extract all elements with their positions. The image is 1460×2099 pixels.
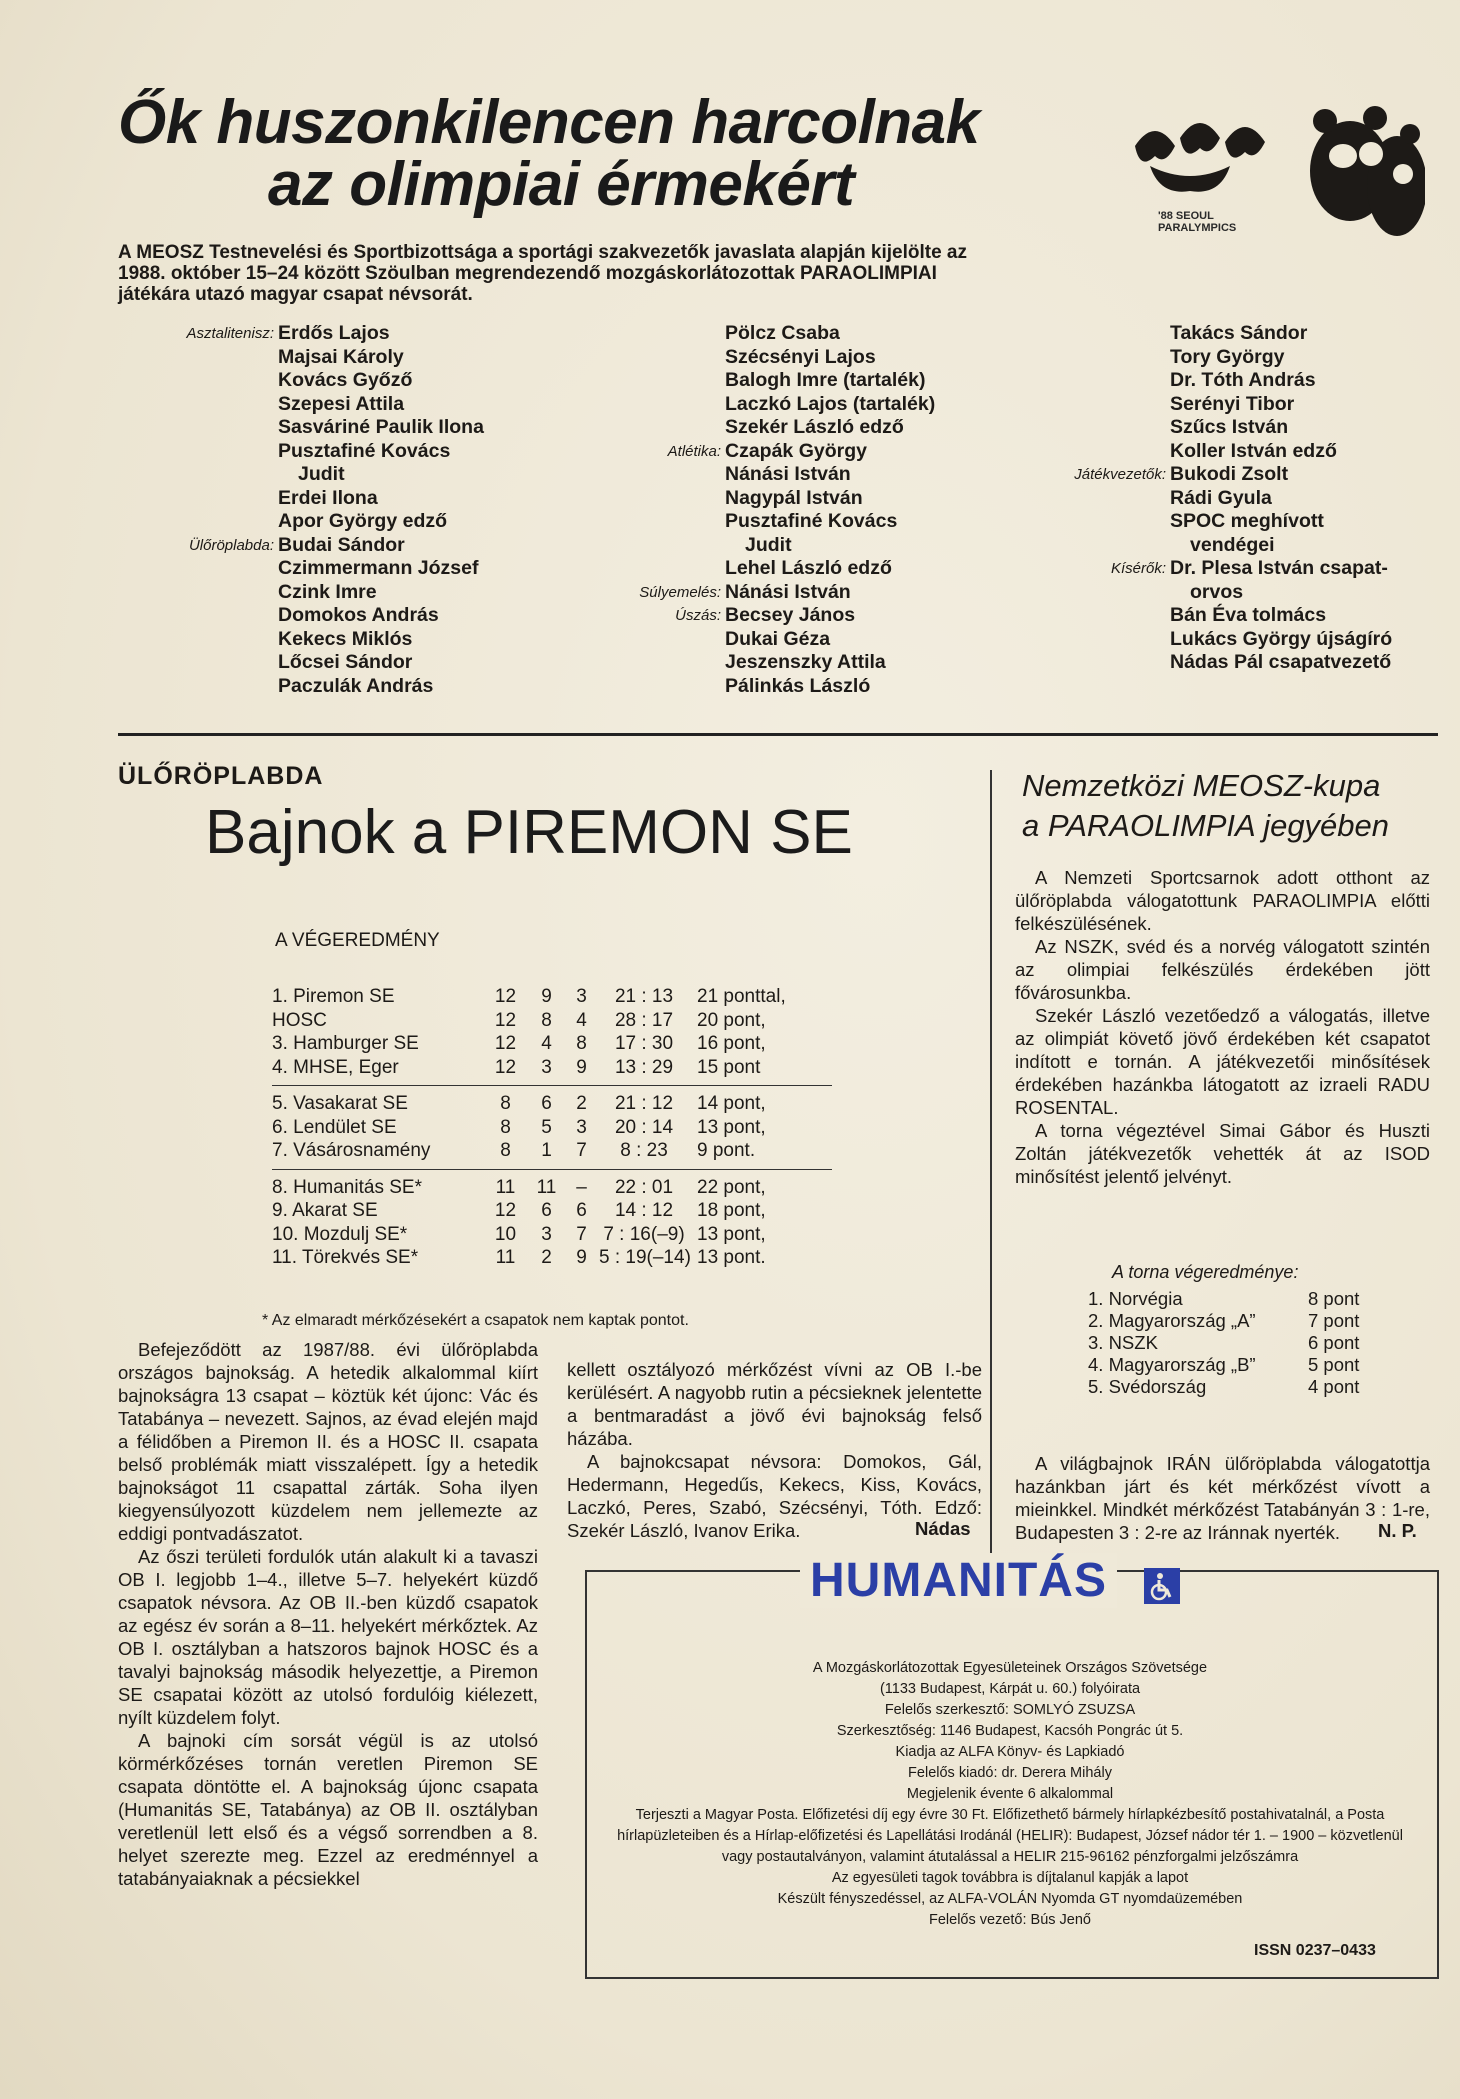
roster-row bbox=[1045, 534, 1392, 558]
standings-row bbox=[272, 1199, 847, 1223]
article-paragraph: Az NSZK, svéd és a norvég válogatott szintén az olimpiai felkészülés érdekében jött fővárosunkba. bbox=[1015, 936, 1430, 1003]
roster-row bbox=[1045, 581, 1392, 605]
standings-cell-team: 5. Vasakarat SE bbox=[272, 1093, 408, 1114]
standings-cell-g: 20 : 14 bbox=[614, 1116, 674, 1138]
roster-name: Erdei Ilona bbox=[278, 486, 378, 509]
standings-row bbox=[272, 1139, 847, 1163]
roster-category bbox=[118, 393, 278, 417]
roster-category: Úszás: bbox=[675, 607, 721, 624]
roster-category bbox=[600, 487, 725, 511]
right-article-body-2 bbox=[1015, 1452, 1430, 1544]
roster-name: Szűcs István bbox=[1170, 416, 1289, 438]
roster-category: Súlyemelés: bbox=[639, 583, 721, 601]
standings-row bbox=[272, 1032, 847, 1056]
roster-row bbox=[1045, 416, 1392, 440]
standings-cell-w: 1 bbox=[541, 1140, 552, 1161]
roster-row bbox=[118, 534, 484, 558]
standings-cell-w: 8 bbox=[541, 1009, 552, 1031]
standings-cell-l: 7 bbox=[576, 1223, 587, 1245]
standings-cell-w: 3 bbox=[541, 1056, 552, 1078]
standings-row bbox=[272, 1246, 847, 1270]
imprint-line: Megjelenik évente 6 alkalommal bbox=[906, 1786, 1114, 1802]
roster-category bbox=[600, 463, 725, 487]
roster-name: Nánási István bbox=[725, 463, 851, 485]
standings-separator bbox=[272, 1169, 832, 1170]
roster-row bbox=[600, 346, 935, 370]
standings-cell-w: 2 bbox=[541, 1247, 552, 1268]
roster-category bbox=[600, 369, 725, 393]
roster-name: Szekér László edző bbox=[725, 416, 904, 438]
standings-row bbox=[272, 985, 847, 1009]
standings-cell-g: 14 : 12 bbox=[614, 1200, 674, 1221]
roster-category bbox=[118, 651, 278, 675]
standings-cell-n: 11 bbox=[495, 1176, 516, 1198]
article-paragraph: Az őszi területi fordulók után alakult ki a tavaszi OB I. legjobb 1–4., illetve 5–7. helyekért küzdő csapatok névsora. Az OB II.-ben küzdő csapatok az egész év során a 8–11. helyekért mérkőztek. Az OB I. osztályban a hatszoros bajnok HOSC és a tavalyi bajnokság második helyezettje, a Piremon SE csapatai között az utolsó fordulóig kiélezett, nyílt küzdelem folyt. bbox=[118, 1546, 538, 1728]
standings-row bbox=[272, 1176, 847, 1200]
section-tag: ÜLŐRÖPLABDA bbox=[118, 762, 324, 790]
roster-row bbox=[1045, 322, 1392, 346]
logo-caption bbox=[1158, 210, 1236, 234]
roster-category bbox=[1045, 510, 1170, 534]
masthead-title: HUMANITÁS bbox=[800, 1553, 1117, 1608]
roster-row bbox=[118, 581, 484, 605]
roster-row bbox=[1045, 393, 1392, 417]
section-divider bbox=[118, 733, 1438, 736]
roster-category bbox=[600, 534, 725, 558]
tournament-points: 7 pont bbox=[1308, 1310, 1360, 1331]
roster-name: Dukai Géza bbox=[725, 627, 831, 650]
article-middle-column bbox=[567, 1358, 982, 1542]
standings-cell-g: 13 : 29 bbox=[614, 1056, 674, 1078]
roster-row bbox=[600, 628, 935, 652]
roster-name: Domokos András bbox=[278, 604, 439, 626]
imprint-line: (1133 Budapest, Kárpát u. 60.) folyóirata bbox=[879, 1681, 1141, 1697]
standings-cell-team: 10. Mozdulj SE* bbox=[272, 1223, 408, 1245]
standings-group-2 bbox=[272, 1092, 847, 1163]
standings-row bbox=[272, 1009, 847, 1033]
roster-category bbox=[118, 369, 278, 393]
roster-name: Dr. Tóth András bbox=[1170, 369, 1316, 391]
standings-cell-g: 21 : 12 bbox=[614, 1093, 674, 1114]
article-signature: Nádas bbox=[915, 1518, 971, 1539]
wheelchair-icon bbox=[1144, 1568, 1180, 1604]
roster-row bbox=[1045, 346, 1392, 370]
roster-category bbox=[1045, 346, 1170, 370]
standings-row bbox=[272, 1116, 847, 1140]
roster-category bbox=[1045, 581, 1170, 605]
right-title-line-2: a PARAOLIMPIA jegyében bbox=[1022, 808, 1390, 843]
roster-category bbox=[118, 581, 278, 605]
roster-row bbox=[118, 346, 484, 370]
roster-row bbox=[600, 534, 935, 558]
roster-name: Judit bbox=[298, 463, 345, 485]
standings-cell-team: HOSC bbox=[272, 1009, 327, 1031]
tournament-team: 1. Norvégia bbox=[1088, 1288, 1183, 1309]
standings-table bbox=[272, 985, 847, 1270]
roster-category bbox=[118, 346, 278, 370]
standings-cell-p: 13 pont. bbox=[697, 1247, 766, 1268]
standings-cell-n: 12 bbox=[494, 1009, 517, 1031]
right-results-heading: A torna végeredménye: bbox=[1112, 1262, 1299, 1282]
roster-row bbox=[118, 463, 484, 487]
roster-row bbox=[118, 487, 484, 511]
imprint-line: Felelős vezető: Bús Jenő bbox=[928, 1912, 1091, 1928]
tournament-points: 4 pont bbox=[1308, 1376, 1360, 1397]
roster-column-2 bbox=[600, 322, 935, 698]
headline-line-1: Ők huszonkilencen harcolnak bbox=[118, 88, 980, 157]
right-article-paragraph: A világbajnok IRÁN ülőröplabda válogatottja hazánkban járt és két mérkőzést vívott a mieinkkel. Mindkét mérkőzést Tatabányán 3 : 1-re, Budapesten 3 : 2-re az Iránnak nyerték. bbox=[1015, 1453, 1430, 1543]
tournament-result-row bbox=[1088, 1332, 1359, 1354]
standings-cell-team: 11. Törekvés SE* bbox=[272, 1247, 419, 1268]
right-article-signature: N. P. bbox=[1378, 1520, 1417, 1541]
imprint-line: Felelős szerkesztő: SOMLYÓ ZSUZSA bbox=[884, 1702, 1136, 1718]
standings-cell-p: 20 pont, bbox=[697, 1009, 766, 1031]
roster-name: Kekecs Miklós bbox=[278, 627, 413, 650]
roster-row bbox=[118, 604, 484, 628]
roster-category bbox=[118, 440, 278, 464]
tournament-points: 6 pont bbox=[1308, 1332, 1360, 1353]
roster-name: Laczkó Lajos (tartalék) bbox=[725, 392, 936, 415]
roster-name: Kovács Győző bbox=[278, 369, 413, 391]
standings-cell-l: 2 bbox=[576, 1093, 587, 1114]
roster-name: SPOC meghívott bbox=[1170, 510, 1324, 532]
roster-category bbox=[1045, 534, 1170, 558]
standings-row bbox=[272, 1056, 847, 1080]
standings-cell-l: 9 bbox=[576, 1056, 587, 1078]
roster-row bbox=[118, 510, 484, 534]
roster-name: Jeszenszky Attila bbox=[725, 651, 886, 673]
roster-name: Balogh Imre (tartalék) bbox=[725, 369, 926, 391]
standings-separator bbox=[272, 1085, 832, 1086]
roster-row bbox=[600, 463, 935, 487]
right-article-title bbox=[1022, 766, 1389, 846]
roster-category bbox=[118, 463, 278, 487]
roster-row bbox=[600, 581, 935, 605]
roster-name: Nánási István bbox=[725, 580, 851, 603]
roster-name: Pusztafiné Kovács bbox=[278, 439, 451, 462]
headline-line-2: az olimpiai érmekért bbox=[268, 150, 855, 219]
roster-category: Játékvezetők: bbox=[1074, 466, 1166, 483]
roster-row bbox=[600, 322, 935, 346]
standings-cell-team: 1. Piremon SE bbox=[272, 986, 395, 1007]
standings-cell-p: 15 pont bbox=[697, 1056, 761, 1078]
standings-cell-l: 7 bbox=[576, 1140, 587, 1161]
standings-cell-l: 9 bbox=[576, 1247, 587, 1268]
roster-name: Pölcz Csaba bbox=[725, 322, 840, 344]
roster-name: Lőcsei Sándor bbox=[278, 651, 413, 673]
roster-name: Judit bbox=[745, 533, 792, 556]
roster-name: Lehel László edző bbox=[725, 557, 892, 579]
roster-name: Lukács György újságíró bbox=[1170, 627, 1393, 650]
standings-cell-n: 8 bbox=[500, 1116, 511, 1138]
article-paragraph: A bajnoki cím sorsát végül is az utolsó körmérkőzéses tornán veretlen Piremon SE csapata döntötte el. A bajnokság újonc csapata (Humanitás SE, Tatabánya) az OB II. osztályban veretlenül lett első és a végső sorrendben a 8. helyet szerezte meg. Ezzel az eredménnyel a tatabányaiaknak a pécsiekkel bbox=[118, 1730, 538, 1889]
logo-caption-line-2: PARALYMPICS bbox=[1158, 222, 1237, 234]
roster-name: orvos bbox=[1190, 580, 1244, 603]
intro-paragraph: A MEOSZ Testnevelési és Sportbizottsága a sportági szakvezetők javaslata alapján kijelölte az 1988. október 15–24 között Szöulban megrendezendő mozgáskorlátozottak PARAOLIMPIAI játékára utazó magyar csapat névsorát. bbox=[118, 242, 967, 305]
roster-name: Szécsényi Lajos bbox=[725, 345, 876, 368]
roster-category bbox=[1045, 393, 1170, 417]
imprint-line: A Mozgáskorlátozottak Egyesületeinek Országos Szövetsége bbox=[812, 1660, 1208, 1676]
roster-name: vendégei bbox=[1190, 533, 1275, 556]
article-title: Bajnok a PIREMON SE bbox=[205, 798, 853, 867]
results-heading: A VÉGEREDMÉNY bbox=[275, 930, 440, 951]
roster-name: Paczulák András bbox=[278, 674, 434, 697]
article-paragraph: A Nemzeti Sportcsarnok adott otthont az ülőröplabda válogatottunk PARAOLIMPIA előtti felkészülésének. bbox=[1015, 867, 1430, 934]
roster-row bbox=[600, 369, 935, 393]
article-paragraph: A bajnokcsapat névsora: Domokos, Gál, Hedermann, Hegedűs, Kekecs, Kiss, Kovács, Laczkó, Peres, Szabó, Szécsényi, Tóth. Edző: Szekér László, Ivanov Erika. bbox=[567, 1451, 982, 1541]
tournament-result-row bbox=[1088, 1376, 1359, 1398]
roster-category bbox=[1045, 440, 1170, 464]
standings-cell-team: 7. Vásárosnamény bbox=[272, 1140, 431, 1161]
roster-category bbox=[1045, 369, 1170, 393]
roster-category bbox=[1045, 322, 1170, 346]
standings-cell-team: 8. Humanitás SE* bbox=[272, 1176, 422, 1198]
roster-category bbox=[600, 346, 725, 370]
roster-row bbox=[118, 416, 484, 440]
roster-row bbox=[1045, 628, 1392, 652]
roster-name: Bukodi Zsolt bbox=[1170, 463, 1289, 485]
standings-cell-l: – bbox=[576, 1176, 587, 1198]
roster-name: Majsai Károly bbox=[278, 345, 404, 368]
roster-name: Becsey János bbox=[725, 604, 856, 626]
standings-cell-p: 21 ponttal, bbox=[697, 986, 786, 1007]
roster-column-3 bbox=[1045, 322, 1392, 675]
roster-row bbox=[1045, 487, 1392, 511]
tournament-points: 8 pont bbox=[1308, 1288, 1360, 1309]
standings-row bbox=[272, 1223, 847, 1247]
tournament-team: 3. NSZK bbox=[1088, 1332, 1158, 1353]
imprint-line: Kiadja az ALFA Könyv- és Lapkiadó bbox=[895, 1744, 1125, 1760]
roster-category bbox=[600, 557, 725, 581]
standings-group-1 bbox=[272, 985, 847, 1079]
roster-row bbox=[600, 393, 935, 417]
roster-category: Asztalitenisz: bbox=[186, 325, 274, 342]
roster-row bbox=[1045, 369, 1392, 393]
standings-cell-p: 14 pont, bbox=[697, 1093, 766, 1114]
tournament-result-row bbox=[1088, 1354, 1359, 1376]
roster-name: Tory György bbox=[1170, 345, 1285, 368]
roster-category bbox=[118, 510, 278, 534]
imprint-line: Az egyesületi tagok továbbra is díjtalanul kapják a lapot bbox=[831, 1870, 1189, 1886]
roster-row bbox=[600, 440, 935, 464]
imprint-line: Felelős kiadó: dr. Derera Mihály bbox=[908, 1765, 1112, 1781]
roster-row bbox=[118, 322, 484, 346]
roster-name: Czapák György bbox=[725, 439, 867, 462]
standings-cell-g: 28 : 17 bbox=[614, 1009, 674, 1031]
roster-name: Szepesi Attila bbox=[278, 392, 405, 415]
tournament-team: 2. Magyarország „A” bbox=[1088, 1310, 1256, 1331]
roster-name: Erdős Lajos bbox=[278, 322, 390, 344]
roster-row bbox=[1045, 604, 1392, 628]
tournament-result-row bbox=[1088, 1288, 1359, 1310]
roster-row bbox=[1045, 557, 1392, 581]
roster-category bbox=[1045, 604, 1170, 628]
roster-category bbox=[1045, 416, 1170, 440]
imprint-line: Terjeszti a Magyar Posta. Előfizetési díj egy évre 30 Ft. Előfizethető bármely hírlapkézbesítő postahivatalnál, a Posta hírlapüzleteiben és a Hírlap-előfizetési és Lapellátási Irodánál (HELIR): Budapest, József nádor tér 1. – 1900 – közvetlenül vagy postautalványon, valamint átutalással a HELIR 215-96162 pénzforgalmi jelzőszámra bbox=[617, 1807, 1403, 1865]
roster-name: Budai Sándor bbox=[278, 533, 405, 556]
roster-name: Pusztafiné Kovács bbox=[725, 510, 898, 532]
roster-category bbox=[118, 557, 278, 581]
roster-category: Atlétika: bbox=[667, 442, 721, 460]
standings-cell-p: 13 pont, bbox=[697, 1116, 766, 1138]
standings-cell-n: 8 bbox=[500, 1093, 511, 1114]
roster-name: Sasváriné Paulik Ilona bbox=[278, 416, 484, 438]
masthead-imprint bbox=[600, 1658, 1420, 1931]
standings-cell-l: 6 bbox=[576, 1200, 587, 1221]
standings-cell-p: 22 pont, bbox=[697, 1176, 766, 1198]
standings-cell-g: 21 : 13 bbox=[614, 986, 674, 1007]
standings-cell-n: 12 bbox=[494, 1033, 517, 1054]
roster-name: Koller István edző bbox=[1170, 439, 1337, 462]
roster-category: Ülőröplabda: bbox=[188, 536, 274, 554]
tournament-team: 5. Svédország bbox=[1088, 1376, 1207, 1397]
roster-category bbox=[600, 416, 725, 440]
article-paragraph: Szekér László vezetőedző a válogatás, illetve az olimpiát követő jövő érdekében két csapatot indított e tornán. A játékvezetői minősítések érdekében hazánkba látogatott az izraeli RADU ROSENTAL. bbox=[1015, 1005, 1430, 1118]
standings-cell-g: 5 : 19(–14) bbox=[599, 1247, 691, 1268]
article-paragraph: Befejeződött az 1987/88. évi ülőröplabda országos bajnokság. A hetedik alkalommal kiírt bajnokságra 13 csapat – köztük két újonc: Vác és Tatabánya – nevezett. Sajnos, az évad elején majd a félidőben a Piremon II. és a HOSC II. csapata belső problémák miatt visszalépett. Így a hetedik bajnokságot 11 csapattal zárták. Soha ilyen kiegyensúlyozott küzdelem nem jellemezte az eddigi pontvadászatot. bbox=[118, 1339, 538, 1544]
roster-name: Takács Sándor bbox=[1170, 322, 1308, 344]
roster-category bbox=[600, 393, 725, 417]
standings-cell-w: 9 bbox=[541, 986, 552, 1007]
standings-cell-g: 17 : 30 bbox=[614, 1033, 674, 1054]
standings-cell-team: 3. Hamburger SE bbox=[272, 1033, 419, 1054]
roster-row bbox=[118, 440, 484, 464]
roster-name: Dr. Plesa István csapat- bbox=[1170, 557, 1388, 579]
standings-cell-l: 8 bbox=[576, 1033, 587, 1054]
standings-cell-n: 10 bbox=[494, 1223, 517, 1245]
roster-row bbox=[118, 369, 484, 393]
logo-caption-line-1: '88 SEOUL bbox=[1158, 210, 1214, 222]
roster-category bbox=[600, 651, 725, 675]
roster-name: Rádi Gyula bbox=[1170, 486, 1272, 509]
standings-cell-w: 6 bbox=[541, 1200, 552, 1221]
standings-cell-p: 16 pont, bbox=[697, 1033, 766, 1054]
standings-cell-w: 3 bbox=[541, 1223, 552, 1245]
standings-cell-n: 11 bbox=[495, 1247, 516, 1268]
standings-cell-l: 3 bbox=[576, 1116, 587, 1138]
roster-category bbox=[118, 628, 278, 652]
standings-cell-g: 22 : 01 bbox=[614, 1176, 674, 1198]
right-title-line-1: Nemzetközi MEOSZ-kupa bbox=[1022, 768, 1381, 803]
imprint-line: Szerkesztőség: 1146 Budapest, Kacsóh Pongrác út 5. bbox=[836, 1723, 1184, 1739]
roster-row bbox=[1045, 651, 1392, 675]
standings-cell-n: 8 bbox=[500, 1140, 511, 1161]
tournament-team: 4. Magyarország „B” bbox=[1088, 1354, 1256, 1375]
standings-cell-team: 9. Akarat SE bbox=[272, 1200, 378, 1221]
roster-name: Czimmermann József bbox=[278, 557, 479, 579]
roster-row bbox=[600, 557, 935, 581]
roster-category bbox=[1045, 651, 1170, 675]
roster-category bbox=[118, 675, 278, 699]
standings-cell-w: 6 bbox=[541, 1093, 552, 1114]
roster-name: Pálinkás László bbox=[725, 674, 871, 697]
imprint-line: Készült fényszedéssel, az ALFA-VOLÁN Nyomda GT nyomdaüzemében bbox=[777, 1891, 1243, 1907]
standings-cell-p: 9 pont. bbox=[697, 1140, 756, 1161]
roster-category bbox=[600, 675, 725, 699]
roster-category bbox=[118, 604, 278, 628]
article-paragraph: A torna végeztével Simai Gábor és Huszti Zoltán játékvezetők vehették át az ISOD minősítést jelentő jelvényt. bbox=[1015, 1120, 1430, 1187]
roster-row bbox=[118, 393, 484, 417]
roster-row bbox=[600, 675, 935, 699]
tournament-result-row bbox=[1088, 1310, 1359, 1332]
roster-category bbox=[1045, 628, 1170, 652]
standings-cell-w: 5 bbox=[541, 1116, 552, 1138]
standings-cell-l: 4 bbox=[576, 1009, 587, 1031]
roster-category bbox=[600, 628, 725, 652]
standings-cell-p: 18 pont, bbox=[697, 1200, 766, 1221]
roster-name: Bán Éva tolmács bbox=[1170, 604, 1327, 626]
roster-row bbox=[118, 651, 484, 675]
roster-name: Nádas Pál csapatvezető bbox=[1170, 651, 1392, 673]
roster-name: Serényi Tibor bbox=[1170, 392, 1295, 415]
headline bbox=[118, 88, 1138, 219]
roster-category bbox=[600, 322, 725, 346]
standings-cell-w: 4 bbox=[541, 1033, 552, 1054]
roster-row bbox=[1045, 463, 1392, 487]
roster-category bbox=[1045, 487, 1170, 511]
roster-category bbox=[118, 416, 278, 440]
roster-row bbox=[600, 416, 935, 440]
column-divider bbox=[990, 770, 992, 1570]
roster-row bbox=[1045, 510, 1392, 534]
standings-cell-p: 13 pont, bbox=[697, 1223, 766, 1245]
roster-name: Nagypál István bbox=[725, 486, 863, 509]
standings-group-3 bbox=[272, 1176, 847, 1270]
article-left-column bbox=[118, 1338, 538, 1890]
roster-name: Apor György edző bbox=[278, 510, 448, 532]
roster-row bbox=[118, 628, 484, 652]
tournament-points: 5 pont bbox=[1308, 1354, 1360, 1375]
standings-cell-l: 3 bbox=[576, 986, 587, 1007]
standings-row bbox=[272, 1092, 847, 1116]
roster-category bbox=[118, 487, 278, 511]
standings-footnote: * Az elmaradt mérkőzésekért a csapatok nem kaptak pontot. bbox=[262, 1312, 689, 1329]
standings-cell-n: 12 bbox=[494, 986, 517, 1007]
standings-cell-g: 7 : 16(–9) bbox=[603, 1223, 685, 1245]
issn: ISSN 0237–0433 bbox=[1254, 1942, 1376, 1959]
roster-row bbox=[600, 651, 935, 675]
standings-cell-team: 6. Lendület SE bbox=[272, 1116, 397, 1138]
article-paragraph: kellett osztályozó mérkőzést vívni az OB I.-be kerülésért. A nagyobb rutin a pécsieknek jelentette a bentmaradást a jövő évi bajnokság felső házába. bbox=[567, 1359, 982, 1449]
standings-cell-g: 8 : 23 bbox=[620, 1140, 668, 1161]
roster-row bbox=[600, 487, 935, 511]
roster-row bbox=[118, 675, 484, 699]
right-results-list bbox=[1088, 1288, 1359, 1398]
standings-cell-team: 4. MHSE, Eger bbox=[272, 1056, 399, 1078]
standings-cell-w: 11 bbox=[536, 1176, 557, 1198]
roster-row bbox=[1045, 440, 1392, 464]
roster-category bbox=[600, 510, 725, 534]
roster-name: Czink Imre bbox=[278, 580, 377, 603]
roster-row bbox=[600, 604, 935, 628]
roster-category: Kísérők: bbox=[1110, 560, 1166, 577]
roster-row bbox=[600, 510, 935, 534]
roster-column-1 bbox=[118, 322, 484, 698]
right-article-body bbox=[1015, 866, 1430, 1188]
roster-row bbox=[118, 557, 484, 581]
standings-cell-n: 12 bbox=[494, 1056, 517, 1078]
standings-cell-n: 12 bbox=[494, 1200, 517, 1221]
